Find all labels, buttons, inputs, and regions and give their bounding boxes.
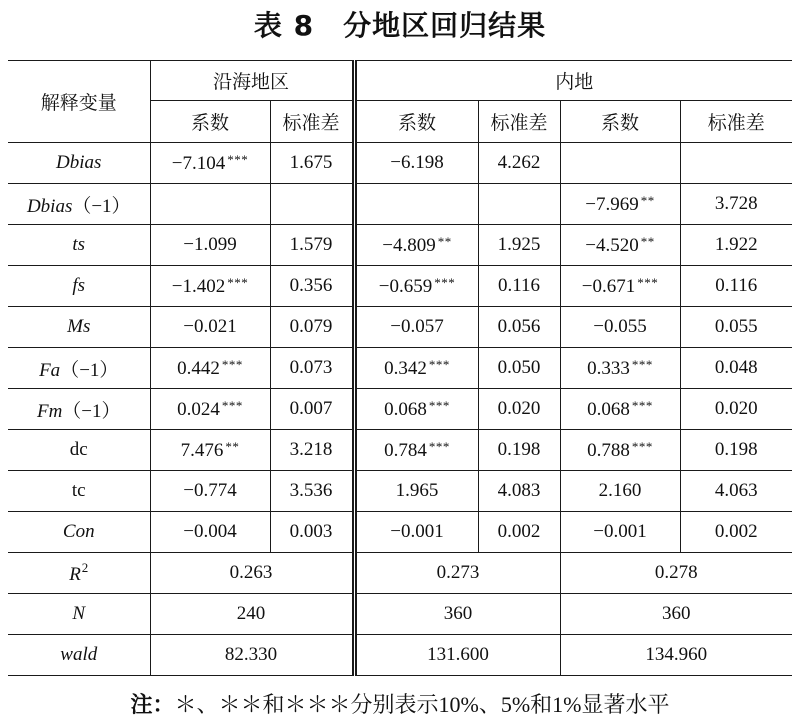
significance-stars: ** [225,438,240,454]
cell-value: −0.001 [390,521,444,542]
significance-stars: *** [631,356,653,372]
summary-value-cell [354,635,560,676]
std-error-cell [680,225,792,266]
cell-value: 0.116 [715,275,758,296]
header-std-error: 标准差 [680,101,792,143]
std-error-cell [270,389,354,430]
std-error-cell [478,266,560,307]
cell-value: −6.198 [390,152,444,173]
table-header [8,61,792,143]
summary-value-cell [560,553,792,594]
coefficient-cell [354,143,478,184]
std-error-cell [680,512,792,553]
cell-value: −7.104 [171,152,226,174]
coefficient-cell [354,266,478,307]
coefficient-cell [560,307,680,348]
cell-value: −4.809 [382,234,436,256]
cell-value: 0.020 [497,398,541,419]
std-error-cell [478,225,560,266]
variable-name: wald [60,644,98,665]
cell-value: 3.536 [289,480,333,501]
variable-cell [8,594,150,635]
coefficient-cell [354,389,478,430]
cell-value: 2.160 [598,480,642,501]
cell-value: 1.675 [289,152,333,173]
coefficient-cell [560,266,680,307]
significance-stars: *** [227,274,249,290]
table-row [8,430,792,471]
cell-value: 0.056 [497,316,541,337]
coefficient-cell [150,389,270,430]
cell-value: 0.020 [714,398,758,419]
footnote-text: ＊、＊＊和＊＊＊分别表示10%、5%和1%显著水平 [174,692,670,717]
significance-stars: *** [428,397,450,413]
cell-value: 3.218 [289,439,333,460]
coefficient-cell [560,143,680,184]
summary-value: 0.278 [654,562,698,583]
significance-stars: *** [428,438,450,454]
header-coefficient: 系数 [560,101,680,143]
variable-name: fs [72,275,86,296]
std-error-cell [270,348,354,389]
variable-name: R [69,564,81,585]
std-error-cell [270,307,354,348]
summary-value: 131.600 [427,644,489,665]
variable-cell [8,266,150,307]
cell-value: −0.671 [581,275,636,297]
cell-value: 0.003 [289,521,333,542]
significance-stars: *** [221,397,243,413]
std-error-cell [270,512,354,553]
summary-value: 82.330 [224,644,278,665]
cell-value: −0.774 [183,480,237,501]
summary-value-cell [560,635,792,676]
cell-value: 1.922 [714,234,758,255]
cell-value: 0.198 [497,439,541,460]
cell-value: 0.073 [289,357,333,378]
table-row [8,512,792,553]
std-error-cell [478,348,560,389]
std-error-cell [680,348,792,389]
table-row [8,184,792,225]
coefficient-cell [560,225,680,266]
header-row-groups [8,61,792,101]
cell-value: 0.198 [714,439,758,460]
table-title: 表 8 分地区回归结果 [253,9,547,42]
summary-value: 360 [443,603,473,624]
coefficient-cell [150,512,270,553]
cell-value: 3.728 [714,193,758,214]
header-std-error: 标准差 [478,101,560,143]
summary-value-cell [150,594,354,635]
std-error-cell [478,512,560,553]
summary-value: 360 [662,603,691,624]
variable-cell [8,143,150,184]
cell-value: 0.007 [289,398,333,419]
table-row [8,348,792,389]
cell-value: 0.048 [714,357,758,378]
summary-value-cell [354,553,560,594]
header-group-inland: 内地 [354,61,792,101]
regression-table [8,60,792,676]
table-row [8,225,792,266]
cell-value: 0.788 [587,439,630,461]
coefficient-cell [560,184,680,225]
summary-row [8,553,792,594]
coefficient-cell [354,184,478,225]
summary-value-cell [150,553,354,594]
variable-name: dc [69,439,88,460]
header-std-error: 标准差 [270,101,354,143]
cell-value: −0.659 [378,275,433,297]
variable-cell [8,553,150,594]
significance-stars: *** [637,274,659,290]
summary-value-cell [150,635,354,676]
coefficient-cell [354,512,478,553]
cell-value: 0.024 [177,398,220,420]
variable-name: Con [62,521,95,542]
significance-stars: *** [631,438,653,454]
cell-value: 7.476 [180,439,224,461]
coefficient-cell [150,430,270,471]
variable-name: N [72,603,86,624]
variable-cell [8,635,150,676]
coefficient-cell [150,184,270,225]
significance-stars: ** [640,192,655,208]
header-coefficient: 系数 [354,101,478,143]
cell-value: 0.356 [289,275,333,296]
std-error-cell [680,471,792,512]
cell-value: −4.520 [585,234,639,256]
summary-value-cell [560,594,792,635]
coefficient-cell [354,430,478,471]
std-error-cell [270,266,354,307]
std-error-cell [270,184,354,225]
table-row [8,143,792,184]
std-error-cell [680,184,792,225]
cell-value: 1.579 [289,234,333,255]
significance-stars: *** [428,356,450,372]
std-error-cell [270,225,354,266]
std-error-cell [478,143,560,184]
variable-lag: （−1） [60,359,119,381]
std-error-cell [270,143,354,184]
significance-stars: *** [434,274,456,290]
summary-value: 0.263 [229,562,273,583]
cell-value: 0.116 [497,275,541,296]
cell-value: 0.050 [497,357,541,378]
significance-stars: *** [227,151,249,167]
cell-value: −0.057 [390,316,444,337]
variable-name: Fa [39,359,61,381]
table-row [8,471,792,512]
summary-value: 240 [236,603,266,624]
table-row [8,389,792,430]
variable-name: Ms [67,316,91,337]
table-row [8,266,792,307]
cell-value: 1.925 [497,234,541,255]
coefficient-cell [560,389,680,430]
std-error-cell [680,143,792,184]
cell-value: 4.063 [714,480,758,501]
variable-cell [8,471,150,512]
variable-name: Dbias [26,195,73,217]
table-footnote [0,686,800,724]
cell-value: 0.342 [384,357,427,379]
cell-value: 4.262 [497,152,541,173]
cell-value: 0.068 [587,398,630,420]
cell-value: 0.333 [587,357,630,379]
variable-name: tc [71,480,86,501]
std-error-cell [478,307,560,348]
cell-value: 0.068 [384,398,427,420]
summary-value-cell [354,594,560,635]
summary-value: 134.960 [645,644,708,665]
std-error-cell [478,184,560,225]
coefficient-cell [150,348,270,389]
header-variable: 解释变量 [8,61,150,143]
summary-row [8,594,792,635]
coefficient-cell [150,307,270,348]
variable-cell [8,348,150,389]
table-body [8,143,792,676]
cell-value: −0.004 [183,521,237,542]
cell-value: 1.965 [395,480,439,501]
cell-value: 0.784 [384,439,427,461]
summary-value: 0.273 [436,562,480,583]
std-error-cell [680,430,792,471]
variable-cell [8,389,150,430]
footnote-label: 注： [130,693,175,718]
std-error-cell [478,471,560,512]
coefficient-cell [150,266,270,307]
cell-value: −0.001 [593,521,647,542]
std-error-cell [680,307,792,348]
coefficient-cell [150,143,270,184]
coefficient-cell [150,471,270,512]
variable-name: Dbias [56,152,102,173]
cell-value: −7.969 [585,193,639,215]
coefficient-cell [560,348,680,389]
coefficient-cell [354,307,478,348]
coefficient-cell [150,225,270,266]
significance-stars: *** [631,397,653,413]
table-row [8,307,792,348]
header-coefficient: 系数 [150,101,270,143]
variable-lag: （−1） [62,400,121,422]
cell-value: 0.002 [714,521,758,542]
summary-row [8,635,792,676]
std-error-cell [680,389,792,430]
variable-cell [8,307,150,348]
coefficient-cell [354,471,478,512]
cell-value: −0.021 [183,316,237,337]
significance-stars: ** [640,233,655,249]
variable-name: Fm [36,400,63,422]
coefficient-cell [354,225,478,266]
coefficient-cell [560,471,680,512]
cell-value: 0.442 [177,357,220,379]
std-error-cell [478,430,560,471]
significance-stars: *** [221,356,243,372]
variable-name: ts [72,234,86,255]
variable-cell [8,225,150,266]
cell-value: −0.055 [593,316,647,337]
cell-value: −1.099 [183,234,237,255]
variable-cell [8,430,150,471]
cell-value: 4.083 [497,480,541,501]
cell-value: 0.002 [497,521,541,542]
variable-lag: （−1） [72,195,131,217]
coefficient-cell [560,512,680,553]
std-error-cell [478,389,560,430]
cell-value: −1.402 [171,275,226,297]
significance-stars: ** [437,233,452,249]
coefficient-cell [354,348,478,389]
std-error-cell [270,430,354,471]
variable-cell [8,512,150,553]
cell-value: 0.055 [714,316,758,337]
std-error-cell [270,471,354,512]
variable-superscript: 2 [81,560,89,575]
std-error-cell [680,266,792,307]
variable-cell [8,184,150,225]
cell-value: 0.079 [289,316,333,337]
header-group-coastal: 沿海地区 [150,61,354,101]
coefficient-cell [560,430,680,471]
